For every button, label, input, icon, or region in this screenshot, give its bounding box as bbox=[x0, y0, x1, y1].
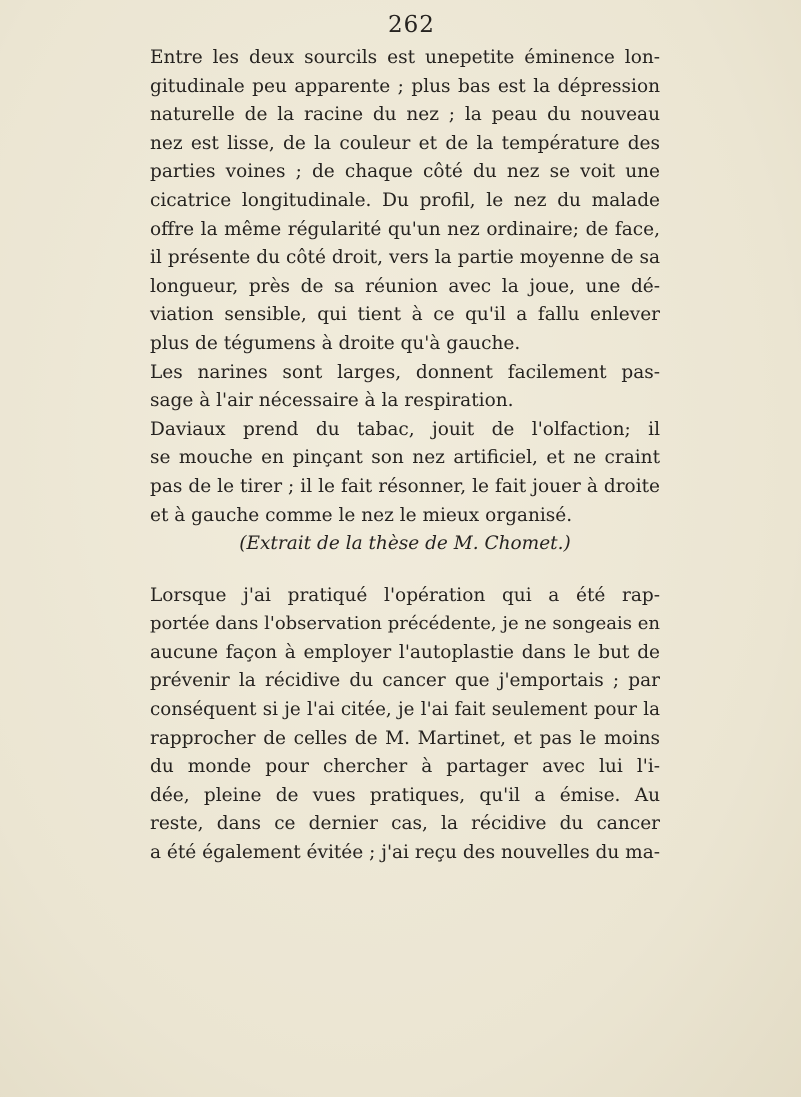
text-line: Lorsque j'ai pratiqué l'opération qui a été rap- bbox=[150, 584, 660, 606]
text-line: reste, dans ce dernier cas, la récidive du cancer bbox=[150, 813, 660, 835]
text-line: Entre les deux sourcils est unepetite éminence lon- bbox=[150, 47, 660, 68]
text-line: dée, pleine de vues pratiques, qu'il a émise. Au bbox=[150, 784, 660, 806]
text-line: a été également évitée ; j'ai reçu des nouvelles du ma- bbox=[150, 842, 660, 864]
citation-line: (Extrait de la thèse de M. Chomet.) bbox=[239, 533, 571, 555]
text-line: nez est lisse, de la couleur et de la température des bbox=[150, 132, 660, 154]
text-line: et à gauche comme le nez le mieux organisé. bbox=[150, 504, 573, 526]
text-line: rapprocher de celles de M. Martinet, et pas le moins bbox=[150, 727, 660, 749]
text-line: naturelle de la racine du nez ; la peau du nouveau bbox=[150, 104, 660, 126]
text-line: pas de le tirer ; il le fait résonner, le fait jouer à droite bbox=[150, 475, 660, 497]
text-line: parties voines ; de chaque côté du nez se voit une bbox=[150, 161, 660, 183]
spacer bbox=[150, 559, 660, 582]
text-line: aucune façon à employer l'autoplastie dans le but de bbox=[150, 641, 660, 663]
text-line: Les narines sont larges, donnent facilement pas- bbox=[150, 361, 660, 383]
text-line: longueur, près de sa réunion avec la joue, une dé- bbox=[150, 275, 660, 297]
text-line: gitudinale peu apparente ; plus bas est la dépression bbox=[150, 75, 660, 97]
text-line: conséquent si je l'ai citée, je l'ai fait seulement pour la bbox=[150, 699, 660, 721]
citation bbox=[150, 530, 660, 559]
text-line: du monde pour chercher à partager avec lui l'i- bbox=[150, 756, 660, 778]
text-line: offre la même régularité qu'un nez ordinaire; de face, bbox=[150, 218, 660, 240]
text-line: prévenir la récidive du cancer que j'emportais ; par bbox=[150, 670, 660, 692]
text-line: cicatrice longitudinale. Du profil, le nez du malade bbox=[150, 189, 660, 211]
paragraph-daviaux bbox=[150, 416, 660, 530]
text-line: sage à l'air nécessaire à la respiration. bbox=[150, 390, 514, 412]
page-number: 262 bbox=[388, 12, 435, 38]
body-text bbox=[150, 44, 660, 868]
text-line: viation sensible, qui tient à ce qu'il a fallu enlever bbox=[150, 304, 660, 326]
text-line: plus de tégumens à droite qu'à gauche. bbox=[150, 332, 521, 354]
text-line: il présente du côté droit, vers la partie moyenne de sa bbox=[150, 247, 660, 269]
paragraph-operation bbox=[150, 582, 660, 868]
text-line: se mouche en pinçant son nez artificiel, et ne craint bbox=[150, 447, 660, 469]
text-line: Daviaux prend du tabac, jouit de l'olfaction; il bbox=[150, 418, 660, 440]
paragraph-nostrils bbox=[150, 359, 660, 416]
paragraph-description bbox=[150, 44, 660, 359]
text-line: portée dans l'observation précédente, je ne songeais en bbox=[150, 613, 660, 635]
